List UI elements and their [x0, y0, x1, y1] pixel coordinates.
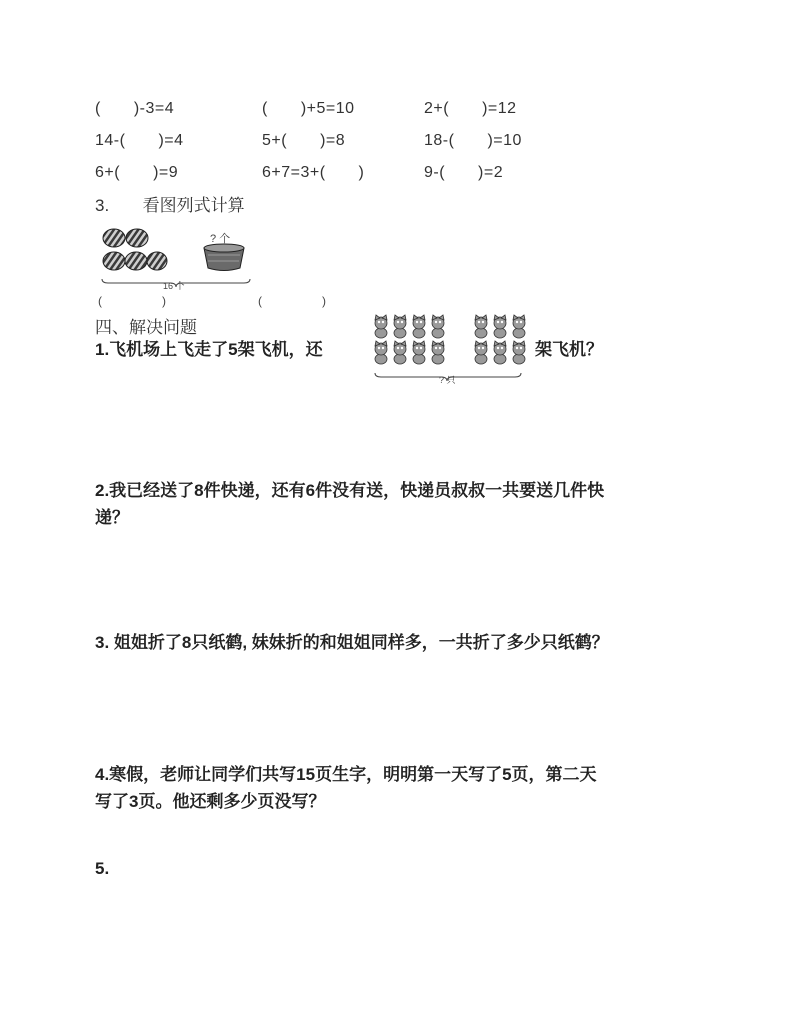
cat-icon	[513, 315, 525, 338]
equation-2-1: 14-( )=4	[95, 132, 184, 149]
cat-icon	[432, 341, 444, 364]
problem-5-text: 5.	[95, 859, 110, 878]
cats-total-label: ? 只	[439, 375, 456, 385]
cat-icon	[475, 341, 487, 364]
answer-blank-2: ( )	[258, 294, 326, 308]
cat-icon	[513, 341, 525, 364]
problem-4-line-1: 4.寒假，老师让同学们共写15页生字，明明第一天写了5页，第二天	[95, 765, 597, 784]
equation-2-3: 18-( )=10	[424, 132, 522, 149]
equation-3-1: 6+( )=9	[95, 164, 179, 181]
problem-2-line-2: 递？	[95, 508, 129, 527]
equation-3-2: 6+7=3+( )	[262, 164, 365, 181]
watermelon-basket-figure	[98, 224, 256, 290]
section3-number: 3.	[95, 196, 110, 215]
basket-label: ? 个	[210, 233, 231, 245]
cat-icon	[494, 315, 506, 338]
cat-icon	[413, 315, 425, 338]
cats-figure	[369, 311, 529, 385]
problem-1-text-start: 1.飞机场上飞走了5架飞机，还	[95, 340, 323, 359]
answer-blank-1: ( )	[98, 294, 166, 308]
problem-2-line-1: 2.我已经送了8件快递，还有6件没有送，快递员叔叔一共要送几件快	[95, 481, 605, 500]
watermelon-5	[147, 252, 167, 270]
problem-4-line-2: 写了3页。他还剩多少页没写？	[95, 792, 326, 811]
equation-2-2: 5+( )=8	[262, 132, 346, 149]
watermelon-1	[103, 229, 125, 247]
equation-1-2: ( )+5=10	[262, 100, 355, 117]
problem-3-text: 3. 姐姐折了8只纸鹤, 妹妹折的和姐姐同样多，一共折了多少只纸鹤？	[95, 633, 609, 652]
watermelon-2	[126, 229, 148, 247]
total-label: 16 个	[163, 281, 185, 291]
section3-heading	[95, 191, 245, 216]
section4-heading: 四、解决问题	[95, 318, 197, 337]
cat-icon	[394, 315, 406, 338]
problem-1-text-end: 架飞机？	[535, 340, 603, 359]
cat-icon	[375, 315, 387, 338]
section3-title: 看图列式计算	[142, 196, 245, 215]
equation-3-3: 9-( )=2	[424, 164, 504, 181]
equation-1-1: ( )-3=4	[95, 100, 175, 117]
cat-icon	[394, 341, 406, 364]
watermelon-4	[125, 252, 147, 270]
cat-icon	[432, 315, 444, 338]
equation-1-3: 2+( )=12	[424, 100, 517, 117]
cat-icon	[375, 341, 387, 364]
cat-icon	[413, 341, 425, 364]
cat-icon	[475, 315, 487, 338]
cat-icon	[494, 341, 506, 364]
watermelon-3	[103, 252, 125, 270]
